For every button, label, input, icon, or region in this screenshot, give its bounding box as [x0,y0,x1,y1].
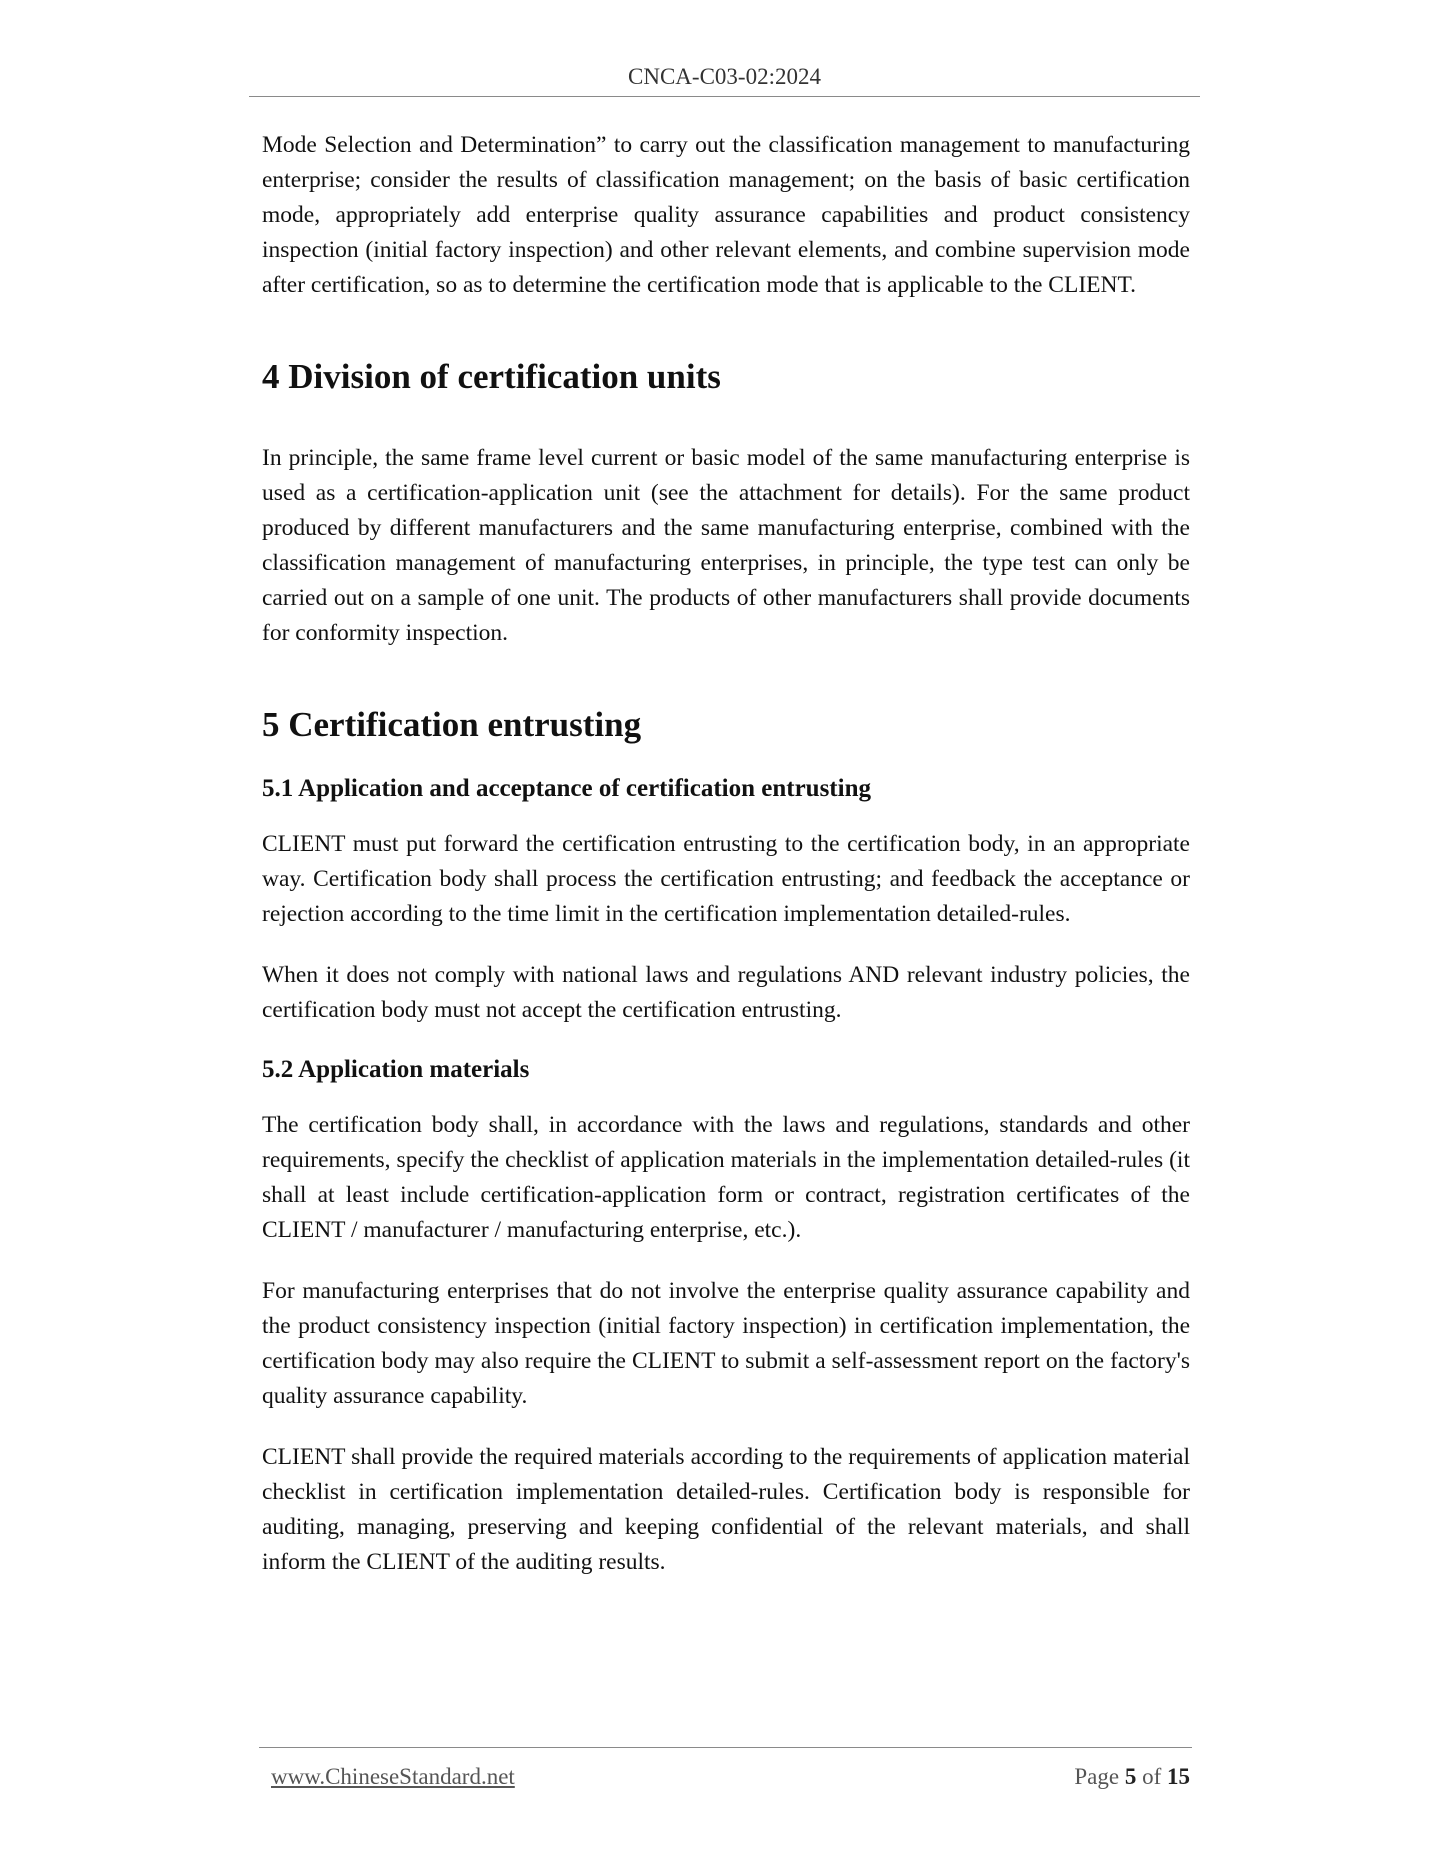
section-5-1-heading: 5.1 Application and acceptance of certification entrusting [262,775,871,802]
section-5-2-heading: 5.2 Application materials [262,1056,530,1083]
section-5-2-paragraph-1: The certification body shall, in accordance with the laws and regulations, standards and other requirements, specify the checklist of application materials in the implementation detailed-rules (it shall at least include certification-application form or contract, registration certificates of the CLIENT / manufacturer / manufacturing enterprise, etc.). [262,1112,1190,1243]
footer-divider [259,1747,1192,1748]
section-4-paragraph: In principle, the same frame level current or basic model of the same manufacturing enterprise is used as a certification-application unit (see the attachment for details). For the same product produced by different manufacturers and the same manufacturing enterprise, combined with the classification management of manufacturing enterprises, in principle, the type test can only be carried out on a sample of one unit. The products of other manufacturers shall provide documents for conformity inspection. [262,445,1190,646]
section-5-2-paragraph-2: For manufacturing enterprises that do not involve the enterprise quality assurance capability and the product consistency inspection (initial factory inspection) in certification implementation, the certification body may also require the CLIENT to submit a self-assessment report on the factory's quality assurance capability. [262,1278,1190,1409]
page-number: 5 [1124,1764,1137,1789]
of-label: of [1142,1764,1162,1789]
section-5-1-paragraph-2: When it does not comply with national laws and regulations AND relevant industry policies, the certification body must not accept the certification entrusting. [262,962,1190,1023]
intro-paragraph: Mode Selection and Determination” to carry out the classification management to manufacturing enterprise; consider the results of classification management; on the basis of basic certification mode, appropriately add enterprise quality assurance capabilities and product consistency inspection (initial factory inspection) and other relevant elements, and combine supervision mode after certification, so as to determine the certification mode that is applicable to the CLIENT. [262,132,1190,298]
page-body [262,128,1190,1606]
document-code-header: CNCA-C03-02:2024 [628,64,821,89]
section-5-2-paragraph-3: CLIENT shall provide the required materials according to the requirements of application material checklist in certification implementation detailed-rules. Certification body is responsible for auditing, managing, preserving and keeping confidential of the relevant materials, and shall inform the CLIENT of the auditing results. [262,1444,1190,1575]
section-5-1-paragraph-1: CLIENT must put forward the certification entrusting to the certification body, in an appropriate way. Certification body shall process the certification entrusting; and feedback the acceptance or rejection according to the time limit in the certification implementation detailed-rules. [262,831,1190,927]
section-4-heading: 4 Division of certification units [262,357,721,396]
total-pages: 15 [1167,1764,1190,1789]
page-label: Page [1074,1764,1120,1789]
section-5-heading: 5 Certification entrusting [262,705,642,744]
page-indicator [1074,1764,1190,1790]
website-link[interactable]: www.ChineseStandard.net [271,1764,515,1789]
header-divider [249,96,1200,97]
